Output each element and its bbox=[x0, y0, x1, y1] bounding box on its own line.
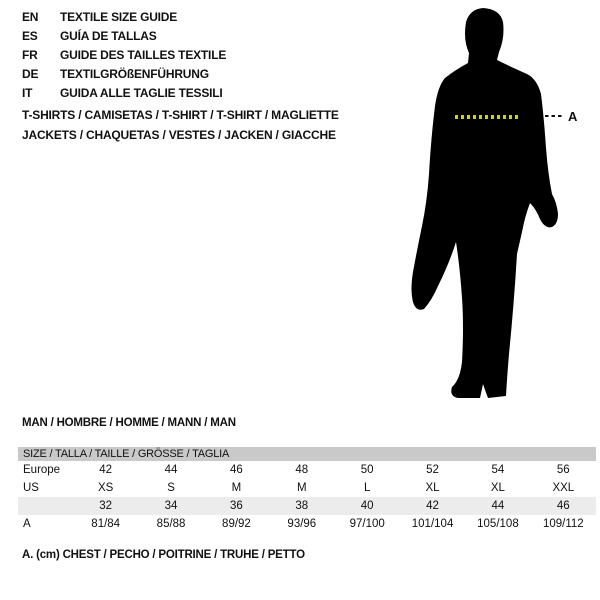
cell: 36 bbox=[204, 497, 269, 515]
section-title-man: MAN / HOMBRE / HOMME / MANN / MAN bbox=[22, 417, 236, 429]
cell: 46 bbox=[531, 497, 596, 515]
category-line-jackets: JACKETS / CHAQUETAS / VESTES / JACKEN / GIACCHE bbox=[22, 128, 336, 142]
cell: 34 bbox=[138, 497, 203, 515]
cell: 109/112 bbox=[542, 518, 584, 530]
size-table bbox=[18, 447, 596, 533]
measurement-footnote: A. (cm) CHEST / PECHO / POITRINE / TRUHE / PETTO bbox=[22, 549, 305, 561]
table-row-us bbox=[18, 479, 596, 497]
cell: 42 bbox=[400, 497, 465, 515]
cell: L bbox=[363, 482, 371, 494]
cell: M bbox=[297, 482, 307, 494]
cell: M bbox=[231, 482, 242, 494]
man-silhouette-shape bbox=[412, 8, 559, 398]
cell: 56 bbox=[556, 464, 570, 476]
row-label: A bbox=[23, 518, 31, 530]
category-lines bbox=[22, 105, 339, 145]
language-code: EN bbox=[22, 10, 39, 24]
cell: 50 bbox=[360, 464, 374, 476]
cell: S bbox=[167, 482, 175, 494]
category-line-tshirts: T-SHIRTS / CAMISETAS / T-SHIRT / T-SHIRT / MAGLIETTE bbox=[22, 108, 339, 122]
cell: 46 bbox=[230, 464, 243, 476]
cell: 44 bbox=[164, 464, 178, 476]
row-label: Europe bbox=[23, 464, 61, 476]
cell: XL bbox=[490, 482, 505, 494]
row-label bbox=[18, 497, 73, 515]
man-silhouette-svg bbox=[405, 6, 600, 400]
man-silhouette-figure bbox=[405, 6, 600, 400]
language-label: GUIDA ALLE TAGLIE TESSILI bbox=[60, 86, 223, 100]
cell: 42 bbox=[99, 464, 113, 476]
cell: 38 bbox=[269, 497, 334, 515]
cell: 48 bbox=[295, 464, 309, 476]
cell: 81/84 bbox=[91, 518, 121, 530]
language-row bbox=[22, 84, 226, 103]
language-row bbox=[22, 46, 226, 65]
language-code: IT bbox=[22, 86, 33, 100]
cell: XS bbox=[98, 482, 114, 494]
cell: 97/100 bbox=[349, 518, 385, 530]
language-list bbox=[22, 8, 226, 103]
cell: XXL bbox=[552, 482, 575, 494]
language-code: DE bbox=[22, 67, 39, 81]
cell: 40 bbox=[335, 497, 400, 515]
language-label: TEXTILGRÖßENFÜHRUNG bbox=[60, 67, 209, 81]
language-code: FR bbox=[22, 48, 38, 62]
cell: 54 bbox=[491, 464, 505, 476]
table-row-europe bbox=[18, 461, 596, 479]
language-code: ES bbox=[22, 29, 38, 43]
language-row bbox=[22, 8, 226, 27]
table-row-us-numeric bbox=[18, 497, 596, 515]
cell: 105/108 bbox=[477, 518, 519, 530]
language-label: GUÍA DE TALLAS bbox=[60, 29, 157, 43]
cell: 52 bbox=[426, 464, 439, 476]
cell: XL bbox=[425, 482, 440, 494]
cell: 85/88 bbox=[156, 518, 186, 530]
cell: 89/92 bbox=[222, 518, 251, 530]
language-row bbox=[22, 27, 226, 46]
cell: 101/104 bbox=[411, 518, 454, 530]
language-row bbox=[22, 65, 226, 84]
row-label: US bbox=[23, 482, 39, 494]
size-table-grid bbox=[18, 461, 596, 533]
size-table-header: SIZE / TALLA / TAILLE / GRÖSSE / TAGLIA bbox=[18, 447, 596, 461]
cell: 32 bbox=[73, 497, 138, 515]
language-label: GUIDE DES TAILLES TEXTILE bbox=[60, 48, 227, 62]
table-row-chest-a bbox=[18, 515, 596, 533]
cell: 44 bbox=[465, 497, 530, 515]
cell: 93/96 bbox=[287, 518, 317, 530]
measure-label-a: A bbox=[568, 109, 578, 124]
language-label: TEXTILE SIZE GUIDE bbox=[60, 10, 178, 24]
